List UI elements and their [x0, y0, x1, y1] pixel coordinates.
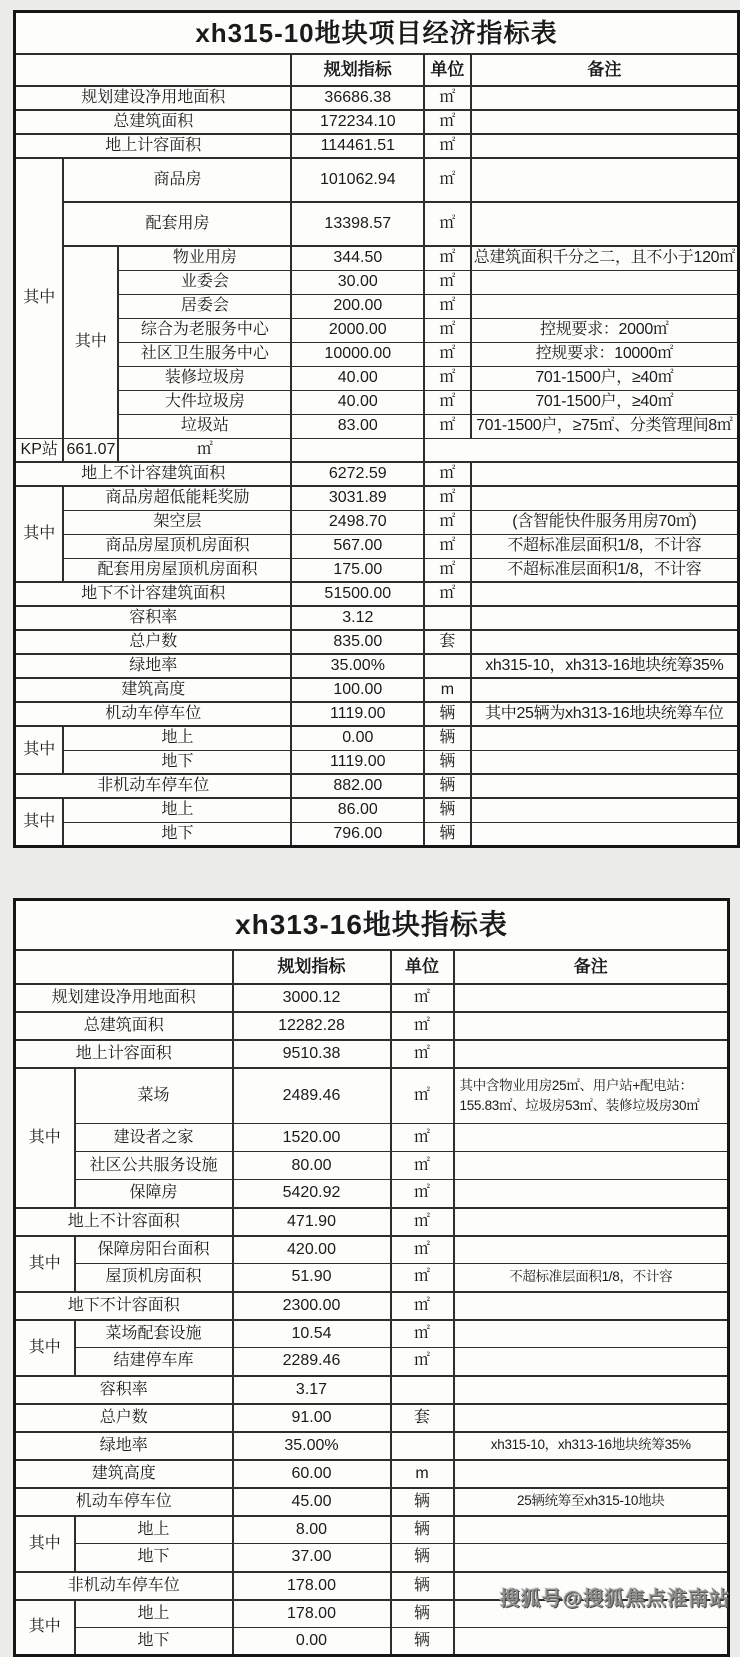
remark-value — [291, 438, 424, 462]
row-label: 地下 — [75, 1628, 233, 1656]
unit-value: ㎡ — [391, 1012, 454, 1040]
unit-value: ㎡ — [424, 158, 471, 202]
row-label: 规划建设净用地面积 — [15, 86, 292, 110]
indicator-value: 91.00 — [233, 1404, 391, 1432]
indicator-value: 45.00 — [233, 1488, 391, 1516]
row-label: 大件垃圾房 — [118, 390, 291, 414]
remark-value — [454, 1460, 729, 1488]
indicator-table-2 — [13, 848, 740, 1657]
unit-value: 辆 — [424, 774, 471, 798]
unit-value: 套 — [391, 1404, 454, 1432]
unit-value: ㎡ — [391, 1208, 454, 1236]
row-label: 菜场 — [75, 1068, 233, 1124]
remark-value — [454, 984, 729, 1012]
indicator-value: 420.00 — [233, 1236, 391, 1264]
rowgroup-label: 其中 — [15, 726, 64, 774]
unit-value: ㎡ — [424, 558, 471, 582]
indicator-value: 51500.00 — [291, 582, 424, 606]
table — [13, 898, 730, 1657]
indicator-value: 2289.46 — [233, 1348, 391, 1376]
unit-value: 辆 — [424, 702, 471, 726]
row-label: KP站 — [15, 438, 64, 462]
remark-value: xh315-10，xh313-16地块统筹35% — [454, 1432, 729, 1460]
rowgroup-label: 其中 — [15, 1236, 75, 1292]
remark-value: 控规要求：2000㎡ — [471, 318, 739, 342]
header-unit: 单位 — [391, 950, 454, 984]
rowgroup-label: 其中 — [15, 1516, 75, 1572]
table-row — [15, 342, 739, 366]
indicator-value: 175.00 — [291, 558, 424, 582]
row-label: 社区公共服务设施 — [75, 1152, 233, 1180]
remark-value — [471, 582, 739, 606]
row-label: 地上计容面积 — [15, 134, 292, 158]
table-row — [15, 202, 739, 246]
unit-value: ㎡ — [391, 1040, 454, 1068]
table-row — [15, 774, 739, 798]
table-row — [15, 86, 739, 110]
row-label: 地上不计容建筑面积 — [15, 462, 292, 486]
header-unit: 单位 — [424, 54, 471, 86]
row-label: 地下 — [75, 1544, 233, 1572]
header-remark: 备注 — [454, 950, 729, 984]
remark-value — [454, 1320, 729, 1348]
row-label: 总户数 — [15, 1404, 233, 1432]
remark-value — [454, 1348, 729, 1376]
unit-value: ㎡ — [424, 366, 471, 390]
table-title: xh315-10地块项目经济指标表 — [15, 12, 739, 55]
table-row — [15, 134, 739, 158]
table-row — [15, 246, 739, 270]
table-row — [15, 294, 739, 318]
remark-value: (含智能快件服务用房70㎡) — [471, 510, 739, 534]
indicator-value: 178.00 — [233, 1600, 391, 1628]
indicator-value: 1119.00 — [291, 702, 424, 726]
remark-value: 不超标准层面积1/8，不计容 — [471, 558, 739, 582]
indicator-value: 37.00 — [233, 1544, 391, 1572]
row-label: 架空层 — [63, 510, 291, 534]
unit-value: 套 — [424, 630, 471, 654]
row-label: 保障房阳台面积 — [75, 1236, 233, 1264]
remark-value — [454, 1236, 729, 1264]
unit-value: ㎡ — [424, 270, 471, 294]
remark-value — [454, 1040, 729, 1068]
indicator-value: 2498.70 — [291, 510, 424, 534]
unit-value: m — [391, 1460, 454, 1488]
remark-value — [454, 1012, 729, 1040]
unit-value: ㎡ — [391, 984, 454, 1012]
unit-value: 辆 — [424, 822, 471, 846]
unit-value: 辆 — [391, 1600, 454, 1628]
row-label: 地上不计容面积 — [15, 1208, 233, 1236]
table-row — [15, 1236, 729, 1264]
unit-value: 辆 — [391, 1516, 454, 1544]
remark-value — [471, 678, 739, 702]
unit-value: ㎡ — [424, 414, 471, 438]
remark-value — [471, 202, 739, 246]
row-label: 机动车停车位 — [15, 1488, 233, 1516]
table-row — [15, 1152, 729, 1180]
indicator-value: 3.12 — [291, 606, 424, 630]
table-row — [15, 654, 739, 678]
indicator-value: 10000.00 — [291, 342, 424, 366]
rowgroup-label: 其中 — [15, 486, 64, 582]
rowgroup-label: 其中 — [15, 158, 64, 438]
table-row — [15, 414, 739, 438]
unit-value: ㎡ — [118, 438, 291, 462]
row-label: 总户数 — [15, 630, 292, 654]
unit-value: ㎡ — [424, 510, 471, 534]
row-label: 社区卫生服务中心 — [118, 342, 291, 366]
row-label: 商品房 — [63, 158, 291, 202]
table-row — [15, 1320, 729, 1348]
table-row — [15, 534, 739, 558]
table-row — [15, 606, 739, 630]
remark-value: 701-1500户，≥75㎡、分类管理间8㎡ — [471, 414, 739, 438]
unit-value: ㎡ — [424, 462, 471, 486]
indicator-value: 60.00 — [233, 1460, 391, 1488]
row-label: 非机动车停车位 — [15, 1572, 233, 1600]
unit-value — [391, 1432, 454, 1460]
row-label: 建筑高度 — [15, 678, 292, 702]
indicator-value: 30.00 — [291, 270, 424, 294]
rowgroup-label: 其中 — [15, 798, 64, 846]
indicator-value: 40.00 — [291, 366, 424, 390]
remark-value — [454, 1516, 729, 1544]
unit-value: ㎡ — [391, 1068, 454, 1124]
remark-value — [471, 750, 739, 774]
remark-value: 其中25辆为xh313-16地块统筹车位 — [471, 702, 739, 726]
unit-value: ㎡ — [391, 1292, 454, 1320]
remark-value: 不超标准层面积1/8，不计容 — [471, 534, 739, 558]
remark-value: 其中含物业用房25㎡、用户站+配电站：155.83㎡、垃圾房53㎡、装修垃圾房30㎡ — [454, 1068, 729, 1124]
unit-value: ㎡ — [391, 1264, 454, 1292]
row-label: 地上 — [75, 1516, 233, 1544]
row-label: 建筑高度 — [15, 1460, 233, 1488]
row-label: 地上计容面积 — [15, 1040, 233, 1068]
table-row — [15, 1628, 729, 1656]
remark-value — [471, 486, 739, 510]
unit-value — [391, 1376, 454, 1404]
remark-value — [454, 1152, 729, 1180]
indicator-value: 35.00% — [233, 1432, 391, 1460]
table-row — [15, 1376, 729, 1404]
indicator-value: 40.00 — [291, 390, 424, 414]
unit-value: ㎡ — [424, 390, 471, 414]
unit-value: ㎡ — [391, 1152, 454, 1180]
unit-value: ㎡ — [391, 1124, 454, 1152]
row-label: 容积率 — [15, 606, 292, 630]
remark-value: 701-1500户，≥40㎡ — [471, 366, 739, 390]
indicator-value: 0.00 — [233, 1628, 391, 1656]
unit-value: 辆 — [391, 1544, 454, 1572]
indicator-value: 12282.28 — [233, 1012, 391, 1040]
row-label: 规划建设净用地面积 — [15, 984, 233, 1012]
row-label: 菜场配套设施 — [75, 1320, 233, 1348]
table-row — [15, 1544, 729, 1572]
row-label: 建设者之家 — [75, 1124, 233, 1152]
indicator-value: 51.90 — [233, 1264, 391, 1292]
unit-value: ㎡ — [391, 1180, 454, 1208]
remark-value: xh315-10，xh313-16地块统筹35% — [471, 654, 739, 678]
table — [13, 10, 740, 848]
row-label: 地上 — [75, 1600, 233, 1628]
table-row — [15, 750, 739, 774]
row-label: 商品房屋顶机房面积 — [63, 534, 291, 558]
indicator-value: 0.00 — [291, 726, 424, 750]
unit-value: ㎡ — [424, 582, 471, 606]
indicator-table-1 — [13, 0, 740, 848]
row-label: 总建筑面积 — [15, 110, 292, 134]
indicator-value: 1119.00 — [291, 750, 424, 774]
watermark: 搜狐号@搜狐焦点淮南站 — [499, 1582, 730, 1611]
unit-value: ㎡ — [424, 534, 471, 558]
indicator-value: 2489.46 — [233, 1068, 391, 1124]
indicator-value: 83.00 — [291, 414, 424, 438]
row-label: 装修垃圾房 — [118, 366, 291, 390]
remark-value — [471, 294, 739, 318]
remark-value — [454, 1180, 729, 1208]
indicator-value: 661.07 — [63, 438, 118, 462]
table-row — [15, 110, 739, 134]
table-row — [15, 1292, 729, 1320]
remark-value: 不超标准层面积1/8，不计容 — [454, 1264, 729, 1292]
table-row — [15, 558, 739, 582]
indicator-value: 1520.00 — [233, 1124, 391, 1152]
rowgroup-label: 其中 — [15, 1600, 75, 1656]
row-label: 地下 — [63, 822, 291, 846]
header-indicator: 规划指标 — [291, 54, 424, 86]
indicator-value: 6272.59 — [291, 462, 424, 486]
row-label: 地上 — [63, 798, 291, 822]
row-label: 综合为老服务中心 — [118, 318, 291, 342]
table-row — [15, 486, 739, 510]
table-row — [15, 1460, 729, 1488]
rowgroup-label: 其中 — [15, 1320, 75, 1376]
unit-value: m — [424, 678, 471, 702]
table-row — [15, 582, 739, 606]
remark-value — [471, 726, 739, 750]
remark-value — [471, 822, 739, 846]
unit-value: ㎡ — [424, 294, 471, 318]
row-label: 业委会 — [118, 270, 291, 294]
table-row — [15, 1516, 729, 1544]
remark-value — [454, 1376, 729, 1404]
remark-value — [454, 1404, 729, 1432]
indicator-value: 36686.38 — [291, 86, 424, 110]
row-label: 绿地率 — [15, 1432, 233, 1460]
row-label: 垃圾站 — [118, 414, 291, 438]
unit-value: 辆 — [391, 1488, 454, 1516]
table-row — [15, 158, 739, 202]
unit-value: 辆 — [391, 1572, 454, 1600]
table-row — [15, 366, 739, 390]
unit-value: 辆 — [424, 750, 471, 774]
indicator-value: 5420.92 — [233, 1180, 391, 1208]
row-label: 地下 — [63, 750, 291, 774]
unit-value: 辆 — [391, 1628, 454, 1656]
row-label: 配套用房 — [63, 202, 291, 246]
indicator-value: 178.00 — [233, 1572, 391, 1600]
remark-value — [471, 134, 739, 158]
table-row — [15, 1404, 729, 1432]
remark-value — [454, 1292, 729, 1320]
remark-value — [454, 1544, 729, 1572]
unit-value: ㎡ — [424, 110, 471, 134]
table-row — [15, 1432, 729, 1460]
indicator-value: 100.00 — [291, 678, 424, 702]
remark-value — [471, 798, 739, 822]
table-row — [15, 318, 739, 342]
table-row — [15, 822, 739, 846]
unit-value — [424, 606, 471, 630]
header-indicator: 规划指标 — [233, 950, 391, 984]
unit-value: ㎡ — [424, 486, 471, 510]
indicator-value: 200.00 — [291, 294, 424, 318]
table-row — [15, 630, 739, 654]
indicator-value: 13398.57 — [291, 202, 424, 246]
table-row — [15, 984, 729, 1012]
unit-value: ㎡ — [424, 342, 471, 366]
remark-value: 总建筑面积千分之二，且不小于120㎡ — [471, 246, 739, 270]
indicator-value: 3000.12 — [233, 984, 391, 1012]
row-label: 结建停车库 — [75, 1348, 233, 1376]
row-label: 总建筑面积 — [15, 1012, 233, 1040]
remark-value — [471, 774, 739, 798]
indicator-value: 10.54 — [233, 1320, 391, 1348]
table-row — [15, 798, 739, 822]
header-blank — [15, 54, 292, 86]
unit-value: ㎡ — [424, 318, 471, 342]
table-row — [15, 270, 739, 294]
row-label: 地上 — [63, 726, 291, 750]
indicator-value: 2300.00 — [233, 1292, 391, 1320]
table-title: xh313-16地块指标表 — [15, 899, 729, 950]
row-label: 保障房 — [75, 1180, 233, 1208]
header-remark: 备注 — [471, 54, 739, 86]
table-row — [15, 1488, 729, 1516]
indicator-value: 2000.00 — [291, 318, 424, 342]
indicator-value: 3.17 — [233, 1376, 391, 1404]
table-row — [15, 1180, 729, 1208]
remark-value: 25辆统筹至xh315-10地块 — [454, 1488, 729, 1516]
table-row — [15, 1264, 729, 1292]
row-label: 商品房超低能耗奖励 — [63, 486, 291, 510]
rowgroup-label: 其中 — [63, 246, 118, 438]
remark-value — [471, 630, 739, 654]
remark-value — [471, 158, 739, 202]
indicator-value: 35.00% — [291, 654, 424, 678]
indicator-value: 172234.10 — [291, 110, 424, 134]
table-row — [15, 1124, 729, 1152]
indicator-value: 8.00 — [233, 1516, 391, 1544]
table-row — [15, 702, 739, 726]
indicator-value: 796.00 — [291, 822, 424, 846]
remark-value — [454, 1124, 729, 1152]
indicator-value: 80.00 — [233, 1152, 391, 1180]
table-row — [15, 1012, 729, 1040]
remark-value: 701-1500户，≥40㎡ — [471, 390, 739, 414]
indicator-value: 471.90 — [233, 1208, 391, 1236]
indicator-value: 344.50 — [291, 246, 424, 270]
table-row — [15, 678, 739, 702]
remark-value — [471, 606, 739, 630]
unit-value: 辆 — [424, 726, 471, 750]
row-label: 绿地率 — [15, 654, 292, 678]
indicator-value: 86.00 — [291, 798, 424, 822]
row-label: 容积率 — [15, 1376, 233, 1404]
row-label: 屋顶机房面积 — [75, 1264, 233, 1292]
indicator-value: 835.00 — [291, 630, 424, 654]
row-label: 机动车停车位 — [15, 702, 292, 726]
rowgroup-label: 其中 — [15, 1068, 75, 1208]
remark-value — [471, 270, 739, 294]
indicator-value: 9510.38 — [233, 1040, 391, 1068]
unit-value: ㎡ — [391, 1348, 454, 1376]
remark-value — [471, 86, 739, 110]
table-row — [15, 438, 739, 462]
unit-value: ㎡ — [424, 202, 471, 246]
table-row — [15, 726, 739, 750]
remark-value — [471, 110, 739, 134]
table-row — [15, 390, 739, 414]
row-label: 非机动车停车位 — [15, 774, 292, 798]
indicator-value: 114461.51 — [291, 134, 424, 158]
indicator-value: 567.00 — [291, 534, 424, 558]
unit-value: ㎡ — [424, 246, 471, 270]
row-label: 物业用房 — [118, 246, 291, 270]
table-row — [15, 1208, 729, 1236]
indicator-value: 882.00 — [291, 774, 424, 798]
unit-value: ㎡ — [424, 134, 471, 158]
remark-value: 控规要求：10000㎡ — [471, 342, 739, 366]
table-row — [15, 462, 739, 486]
unit-value — [424, 654, 471, 678]
unit-value: 辆 — [424, 798, 471, 822]
remark-value — [471, 462, 739, 486]
row-label: 地下不计容建筑面积 — [15, 582, 292, 606]
row-label: 地下不计容面积 — [15, 1292, 233, 1320]
row-label: 配套用房屋顶机房面积 — [63, 558, 291, 582]
unit-value: ㎡ — [391, 1236, 454, 1264]
remark-value — [454, 1628, 729, 1656]
remark-value — [454, 1208, 729, 1236]
row-label: 居委会 — [118, 294, 291, 318]
indicator-value: 3031.89 — [291, 486, 424, 510]
header-blank — [15, 950, 233, 984]
table-row — [15, 1068, 729, 1124]
unit-value: ㎡ — [424, 86, 471, 110]
table-row — [15, 1348, 729, 1376]
indicator-value: 101062.94 — [291, 158, 424, 202]
unit-value: ㎡ — [391, 1320, 454, 1348]
table-row — [15, 510, 739, 534]
table-row — [15, 1040, 729, 1068]
